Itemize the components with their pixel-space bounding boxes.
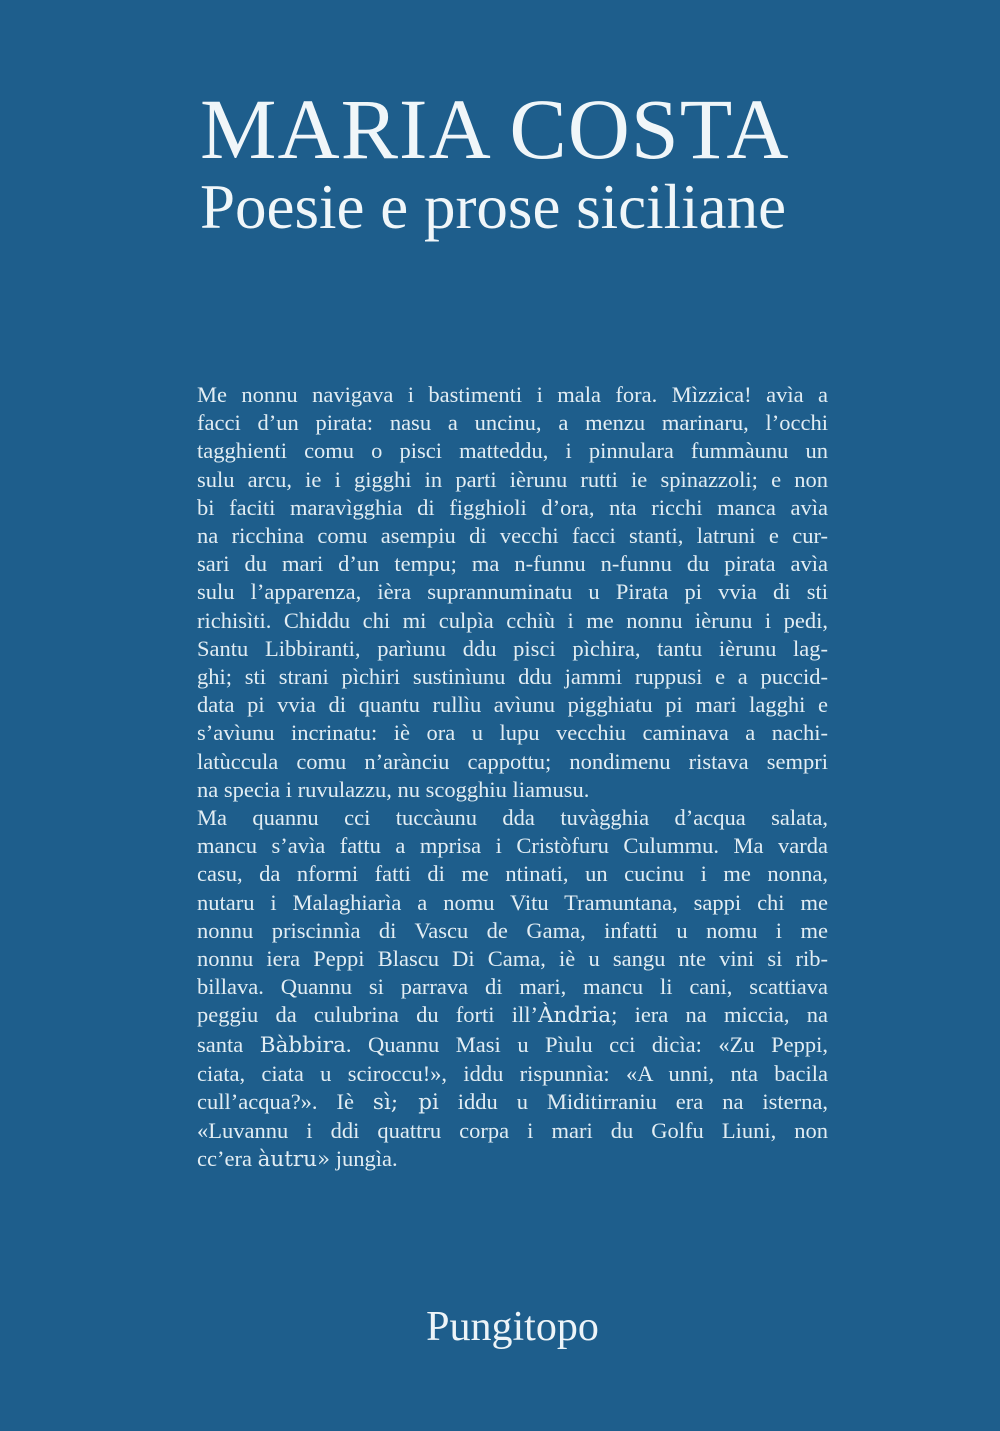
body-line: s’avìunu incrinatu: iè ora u lupu vecchiu caminava a nachi- bbox=[197, 720, 828, 746]
body-line: Santu Libbiranti, parìunu ddu pisci pìchira, tantu ièrunu lag- bbox=[197, 635, 828, 661]
body-line: casu, da nformi fatti di me ntinati, un cucinu i me nonna, bbox=[197, 861, 828, 887]
body-line: na ricchina comu asempiu di vecchi facci stanti, latruni e cur- bbox=[197, 523, 828, 549]
publisher-name: Pungitopo bbox=[426, 1304, 599, 1350]
body-line: mancu s’avìa fattu a mprisa i Cristòfuru Culummu. Ma varda bbox=[197, 833, 828, 859]
author-name: MARIA COSTA bbox=[200, 81, 790, 177]
body-line: «Luvannu i ddi quattru corpa i mari du Golfu Liuni, non bbox=[197, 1118, 828, 1144]
body-line: sulu arcu, ie i gigghi in parti ièrunu rutti ie spinazzoli; e non bbox=[197, 466, 828, 492]
body-line: nonnu iera Peppi Blascu Di Cama, iè u sangu nte vini si rib- bbox=[197, 946, 828, 972]
body-line: cc’era àutru» jungìa. bbox=[197, 1146, 398, 1173]
body-line: ciata, ciata u sciroccu!», iddu rispunnìa: «A unni, nta bacila bbox=[197, 1060, 828, 1086]
body-line: billava. Quannu si parrava di mari, mancu li cani, scattiava bbox=[197, 974, 828, 1000]
font-substituted-word: Bàbbira bbox=[259, 1032, 346, 1058]
body-line: Ma quannu cci tuccàunu dda tuvàgghia d’acqua salata, bbox=[197, 805, 828, 831]
body-line: na specia i ruvulazzu, nu scogghiu liamusu. bbox=[197, 776, 590, 802]
body-line: facci d’un pirata: nasu a uncinu, a menzu marinaru, l’occhi bbox=[197, 410, 828, 436]
body-line: richisìti. Chiddu chi mi culpìa cchiù i me nonnu ièrunu i pedi, bbox=[197, 607, 828, 633]
body-line: data pi vvia di quantu rullìu avìunu pigghiatu pi mari lagghi e bbox=[197, 692, 828, 718]
font-substituted-word: sì; pi bbox=[372, 1090, 439, 1116]
body-line: sari du mari d’un tempu; ma n-funnu n-funnu du pirata avìa bbox=[197, 551, 828, 577]
body-line: peggiu da culubrina du forti ill’Àndria; iera na miccia, na bbox=[197, 1002, 828, 1029]
font-substituted-word: àutru» bbox=[257, 1147, 331, 1173]
body-line: cull’acqua?». Iè sì; pi iddu u Miditirraniu era na isterna, bbox=[197, 1089, 828, 1116]
body-line: nutaru i Malaghiarìa a nomu Vitu Tramuntana, sappi chi me bbox=[197, 889, 828, 915]
body-line: latùccula comu n’arànciu cappottu; nondimenu ristava sempri bbox=[197, 748, 828, 774]
body-line: ghi; sti strani pìchiri sustinìunu ddu jammi ruppusi e a puccid- bbox=[197, 664, 828, 690]
book-title: Poesie e prose siciliane bbox=[200, 172, 787, 242]
body-line: tagghienti comu o pisci matteddu, i pinnulara fummàunu un bbox=[197, 438, 828, 464]
body-line: bi faciti maravìgghia di figghioli d’ora, nta ricchi manca avìa bbox=[197, 494, 828, 520]
body-line: nonnu priscinnìa di Vascu de Gama, infatti u nomu i me bbox=[197, 917, 828, 943]
body-text-block bbox=[197, 381, 828, 1175]
body-line: sulu l’apparenza, ièra suprannuminatu u Pirata pi vvia di sti bbox=[197, 579, 828, 605]
body-line: Me nonnu navigava i bastimenti i mala fora. Mìzzica! avìa a bbox=[197, 382, 828, 407]
font-substituted-word: Àndria bbox=[538, 1003, 612, 1029]
body-line: santa Bàbbira. Quannu Masi u Pìulu cci dicìa: «Zu Peppi, bbox=[197, 1031, 829, 1058]
